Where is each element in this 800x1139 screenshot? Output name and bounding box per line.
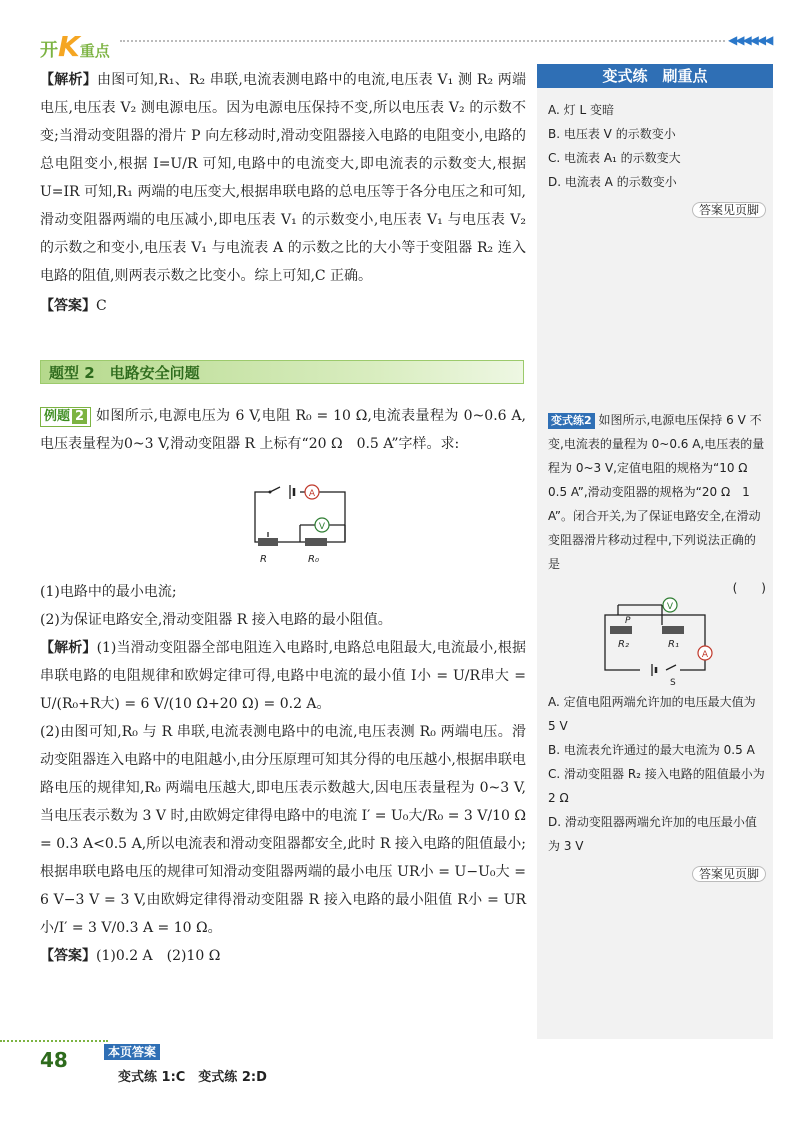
header-divider: [120, 40, 725, 42]
option-b: B. 电压表 V 的示数变小: [548, 127, 676, 141]
circuit-figure-2: [590, 595, 720, 685]
header-logo: [40, 30, 110, 63]
question-1: (1)电路中的最小电流;: [40, 584, 177, 600]
example-block: [40, 402, 526, 458]
answer-paren: ( ): [732, 581, 766, 595]
example-tag: [40, 407, 91, 427]
resistor-r2-label: R₂: [618, 639, 629, 650]
answer-text: C: [96, 298, 107, 314]
analysis-2-part-2: (2)由图可知,R₀ 与 R 串联,电流表测电路中的电流,电压表测 R₀ 两端电压。滑动变阻器连入电路中的电阻越小,由分压原理可知其分得的电压越小,根据串联电路电压的规律知,R₀ 两端电压越大,即电压表示数越大,因电压表量程为 0~3 V,当电压表示数为 3 V 时,由欧姆定律得电路中的电流 I′ = U₀大/R₀ = 3 V/10 Ω = 0.3 A<0.5 A,所以电流表和滑动变阻器都安全,此时 R 接入电路的阻值最小;根据串联电路电压的规律可知滑动变阻器两端的最小电压 UR小 = U−U₀大 = 6 V−3 V = 3 V,由欧姆定律得滑动变阻器 R 接入电路的最小阻值 R小 = UR小/I′ = 3 V/0.3 A = 10 Ω。: [40, 724, 526, 936]
voltmeter-label: V: [318, 522, 326, 532]
answer-text-2: (1)0.2 A (2)10 Ω: [96, 948, 221, 964]
logo-k: K: [58, 30, 80, 63]
analysis-block-1: [40, 66, 526, 320]
example-tag-number: 2: [72, 409, 87, 424]
exercise-2-text: 如图所示,电源电压保持 6 V 不变,电流表的量程为 0~0.6 A,电压表的量程为 0~3 V,定值电阻的规格为“10 Ω 0.5 A”,滑动变阻器的规格为“20 Ω 1 A”。闭合开关,为了保证电路安全,在滑动变阻器滑片移动过程中,下列说法正确的是: [548, 413, 765, 571]
exercise-2-tag: [548, 413, 595, 429]
sidebar-title: 变式练 刷重点: [537, 64, 773, 88]
option-d: D. 电流表 A 的示数变小: [548, 175, 677, 189]
answer-tag-2: 【答案】: [40, 948, 96, 964]
analysis-2-part-1: (1)当滑动变阻器全部电阻连入电路时,电路总电阻最大,电流最小,根据串联电路的电阻规律和欧姆定律可得,电路中电流的最小值 I小 = U/R串大 = U/(R₀+R大) = 6 V/(10 Ω+20 Ω) = 0.2 A。: [40, 640, 527, 712]
switch-s-label: S: [670, 678, 676, 685]
footer-answer-label: 本页答案: [104, 1044, 160, 1060]
option-a: A. 灯 L 变暗: [548, 103, 614, 117]
voltmeter-2-label: V: [666, 602, 674, 612]
option-c: C. 电流表 A₁ 的示数变大: [548, 151, 681, 165]
example-text: 如图所示,电源电压为 6 V,电阻 R₀ = 10 Ω,电流表量程为 0~0.6 A,电压表量程为0~3 V,滑动变阻器 R 上标有“20 Ω 0.5 A”字样。求:: [40, 408, 526, 452]
header-arrows-icon: ◀◀◀◀◀◀: [728, 33, 772, 47]
exercise-2-tag-label: 变式练: [551, 414, 584, 427]
logo-part-a: 开: [40, 40, 58, 61]
options-list-1: [548, 98, 766, 222]
footer-answers: 变式练 1:C 变式练 2:D: [118, 1070, 267, 1085]
option-2-d: D. 滑动变阻器两端允许加的电压最小值为 3 V: [548, 815, 757, 853]
exercise-2: [548, 408, 766, 600]
analysis-block-2: [40, 578, 526, 970]
ammeter-2-label: A: [701, 650, 709, 660]
footer-divider: [0, 1040, 108, 1042]
answer-tag: 【答案】: [40, 298, 96, 314]
ammeter-label: A: [308, 489, 316, 499]
analysis-tag: 【解析】: [40, 72, 97, 88]
section-heading: 题型 2 电路安全问题: [40, 360, 524, 384]
resistor-r1-label: R₁: [668, 639, 679, 650]
option-2-c: C. 滑动变阻器 R₂ 接入电路的阻值最小为 2 Ω: [548, 767, 765, 805]
resistor-r-label: R: [260, 554, 267, 565]
example-tag-label: 例题: [44, 409, 71, 424]
resistor-r0-label: R₀: [308, 554, 319, 565]
logo-part-b: 重点: [79, 42, 110, 60]
see-answer-badge: 答案见页脚: [692, 202, 766, 218]
options-list-2: [548, 690, 766, 886]
exercise-2-tag-number: 2: [584, 414, 592, 427]
analysis-tag-2: 【解析】: [40, 640, 97, 656]
page-number: 48: [40, 1048, 68, 1072]
circuit-figure-1: [230, 480, 360, 570]
option-2-b: B. 电流表允许通过的最大电流为 0.5 A: [548, 743, 755, 757]
see-answer-badge-2: 答案见页脚: [692, 866, 766, 882]
question-2: (2)为保证电路安全,滑动变阻器 R 接入电路的最小阻值。: [40, 612, 392, 628]
analysis-text: 由图可知,R₁、R₂ 串联,电流表测电路中的电流,电压表 V₁ 测 R₂ 两端电压,电压表 V₂ 测电源电压。因为电源电压保持不变,所以电压表 V₂ 的示数不变;当滑动变阻器的滑片 P 向左移动时,滑动变阻器接入电路的电阻变小,电路的总电阻变小,根据 I=U/R 可知,电路中的电流变大,即电流表的示数变大,根据 U=IR 可知,R₁ 两端的电压变大,根据串联电路的总电压等于各分电压之和可知,滑动变阻器两端的电压减小,即电压表 V₁ 的示数变小,电压表 V₁ 与电压表 V₂ 的示数之和变小,电压表 V₁ 与电流表 A 的示数之比的大小等于变阻器 R₂ 连入电路的阻值,则两表示数之比变小。综上可知,C 正确。: [40, 72, 526, 284]
slider-p-label: P: [625, 616, 631, 626]
option-2-a: A. 定值电阻两端允许加的电压最大值为 5 V: [548, 695, 756, 733]
